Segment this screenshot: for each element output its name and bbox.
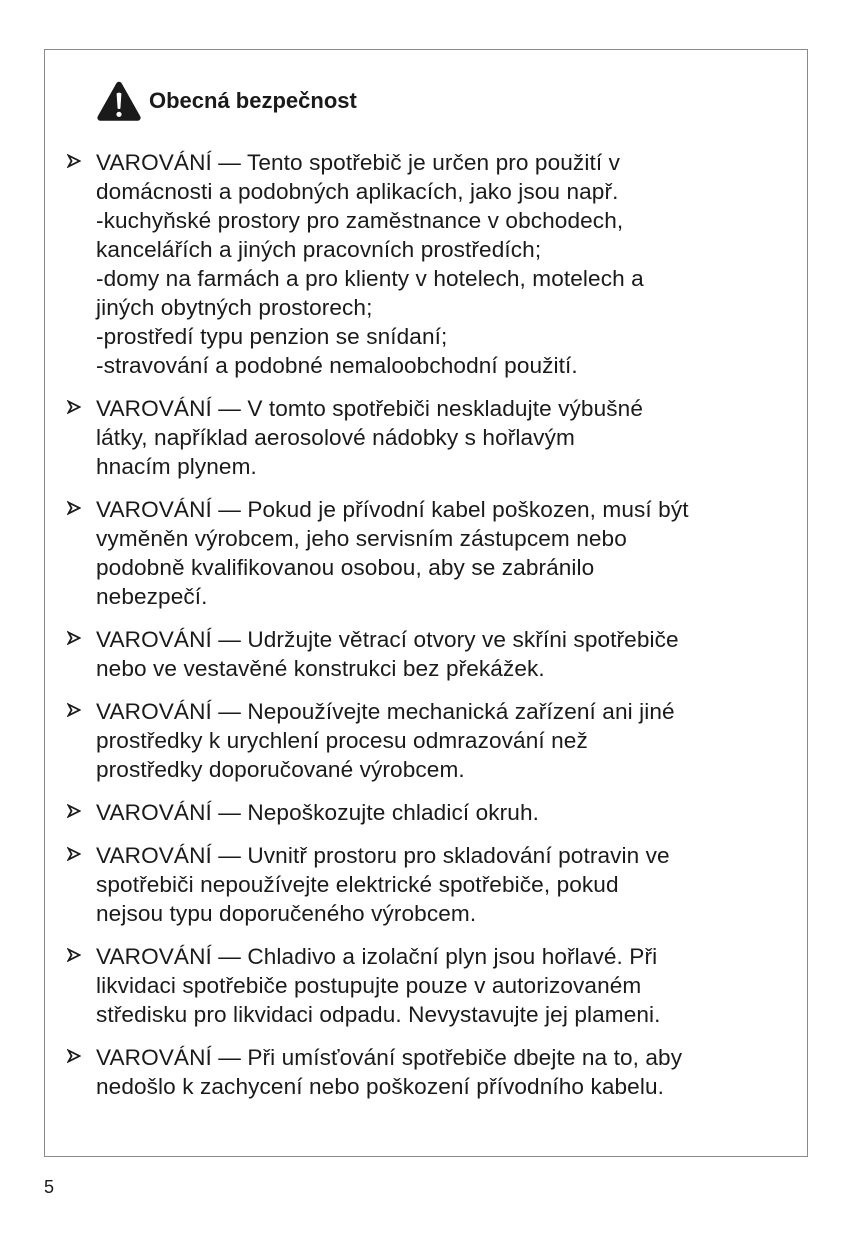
warning-text — [96, 495, 689, 611]
warning-separator: — — [211, 627, 248, 652]
warning-body: Nepoužívejte mechanická zařízení ani jiné prostředky k urychlení procesu odmrazování než prostředky doporučované výrobcem. — [96, 699, 675, 782]
page-number: 5 — [44, 1177, 55, 1197]
warning-label: VAROVÁNÍ — [96, 150, 212, 175]
warning-text — [96, 697, 675, 784]
bullet-arrow-icon — [67, 148, 96, 168]
warning-item — [67, 697, 787, 784]
warning-body: Chladivo a izolační plyn jsou hořlavé. Při likvidaci spotřebiče postupujte pouze v autorizovaném středisku pro likvidaci odpadu. Nevystavujte jej plameni. — [96, 944, 661, 1027]
warning-text — [96, 798, 539, 827]
warning-separator: — — [211, 944, 248, 969]
warning-separator: — — [211, 1045, 248, 1070]
warning-text — [96, 841, 670, 928]
bullet-arrow-icon — [67, 798, 96, 818]
warning-separator: — — [211, 497, 248, 522]
warning-body: Uvnitř prostoru pro skladování potravin ve spotřebiči nepoužívejte elektrické spotřebiče, pokud nejsou typu doporučeného výrobcem. — [96, 843, 670, 926]
warning-separator: — — [211, 843, 248, 868]
warning-item — [67, 495, 787, 611]
section-heading — [96, 80, 357, 122]
bullet-arrow-icon — [67, 625, 96, 645]
warning-item — [67, 798, 787, 827]
warning-body: Udržujte větrací otvory ve skříni spotřebiče nebo ve vestavěné konstrukci bez překážek. — [96, 627, 679, 681]
warning-label: VAROVÁNÍ — [96, 800, 212, 825]
warning-text — [96, 942, 661, 1029]
bullet-arrow-icon — [67, 841, 96, 861]
warning-separator: — — [211, 800, 248, 825]
warning-text — [96, 148, 644, 380]
warning-separator: — — [211, 396, 248, 421]
warning-label: VAROVÁNÍ — [96, 627, 212, 652]
bullet-arrow-icon — [67, 942, 96, 962]
warning-text — [96, 1043, 682, 1101]
warning-triangle-icon — [96, 80, 142, 122]
warning-item — [67, 148, 787, 380]
bullet-arrow-icon — [67, 394, 96, 414]
warning-list — [67, 148, 787, 1115]
warning-item — [67, 841, 787, 928]
warning-body: Nepoškozujte chladicí okruh. — [247, 800, 539, 825]
warning-label: VAROVÁNÍ — [96, 497, 212, 522]
warning-label: VAROVÁNÍ — [96, 843, 212, 868]
section-title: Obecná bezpečnost — [149, 88, 357, 113]
warning-item — [67, 625, 787, 683]
warning-body: Pokud je přívodní kabel poškozen, musí být vyměněn výrobcem, jeho servisním zástupcem nebo podobně kvalifikovanou osobou, aby se zabránilo nebezpečí. — [96, 497, 689, 609]
warning-body: Při umísťování spotřebiče dbejte na to, aby nedošlo k zachycení nebo poškození přívodního kabelu. — [96, 1045, 683, 1099]
warning-label: VAROVÁNÍ — [96, 1045, 212, 1070]
warning-item — [67, 394, 787, 481]
warning-item — [67, 942, 787, 1029]
warning-text — [96, 394, 643, 481]
warning-item — [67, 1043, 787, 1101]
safety-section-frame — [44, 49, 808, 1157]
bullet-arrow-icon — [67, 495, 96, 515]
warning-body: V tomto spotřebiči neskladujte výbušné látky, například aerosolové nádobky s hořlavým hnacím plynem. — [96, 396, 643, 479]
warning-label: VAROVÁNÍ — [96, 396, 212, 421]
warning-label: VAROVÁNÍ — [96, 699, 212, 724]
warning-separator: — — [211, 150, 247, 175]
warning-label: VAROVÁNÍ — [96, 944, 212, 969]
warning-body: Tento spotřebič je určen pro použití v domácnosti a podobných aplikacích, jako jsou např. -kuchyňské prostory pro zaměstnance v obchodech, kancelářích a jiných pracovních prostředích; -domy na farmách a pro klienty v hotelech, motelech a jiných obytných prostorech; -prostředí typu penzion se snídaní; -stravování a podobné nemaloobchodní použití. — [96, 150, 644, 378]
warning-text — [96, 625, 679, 683]
bullet-arrow-icon — [67, 1043, 96, 1063]
bullet-arrow-icon — [67, 697, 96, 717]
warning-separator: — — [211, 699, 248, 724]
